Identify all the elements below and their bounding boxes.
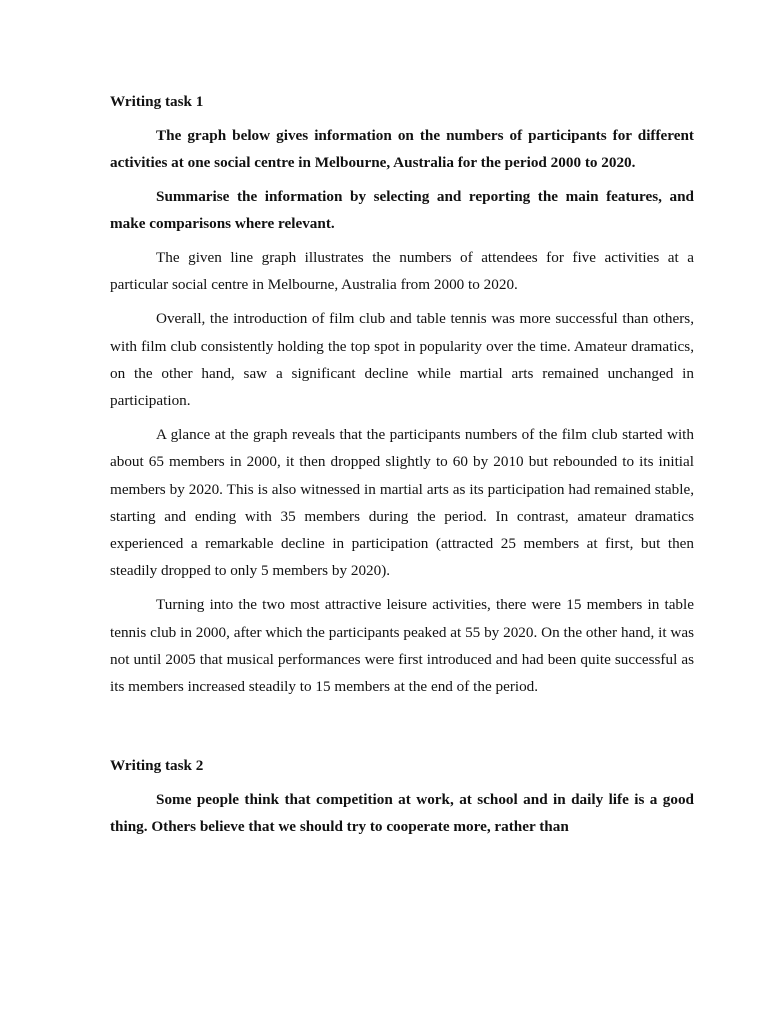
task1-paragraph-body-1: A glance at the graph reveals that the participants numbers of the film club started with about 65 members in 2000, it then dropped slightly to 60 by 2010 but rebounded to its initial members by 2020. This is also witnessed in martial arts as its participation had remained stable, starting and ending with 35 members during the period. In contrast, amateur dramatics experienced a remarkable decline in participation (attracted 25 members at first, but then steadily dropped to only 5 members by 2020). bbox=[110, 425, 694, 580]
task2-prompt: Some people think that competition at work, at school and in daily life is a good thing. Others believe that we should try to cooperate more, rather than bbox=[110, 790, 694, 836]
task1-paragraph-overview: Overall, the introduction of film club and table tennis was more successful than others, with film club consistently holding the top spot in popularity over the time. Amateur dramatics, on the other hand, saw a significant decline while martial arts remained unchanged in participation. bbox=[110, 310, 694, 410]
task1-prompt: The graph below gives information on the numbers of participants for different activities at one social centre in Melbourne, Australia for the period 2000 to 2020. bbox=[110, 127, 694, 172]
document-page bbox=[110, 92, 694, 847]
task1-paragraph-intro: The given line graph illustrates the numbers of attendees for five activities at a particular social centre in Melbourne, Australia from 2000 to 2020. bbox=[110, 249, 694, 294]
task1-paragraph-body-2: Turning into the two most attractive leisure activities, there were 15 members in table tennis club in 2000, after which the participants peaked at 55 by 2020. On the other hand, it was not until 2005 that musical performances were first introduced and had been quite successful as its members increased steadily to 15 members at the end of the period. bbox=[110, 596, 694, 696]
section-gap bbox=[110, 707, 694, 756]
task1-instruction: Summarise the information by selecting and reporting the main features, and make comparisons where relevant. bbox=[110, 188, 694, 233]
task1-heading: Writing task 1 bbox=[110, 93, 204, 110]
task2-heading: Writing task 2 bbox=[110, 756, 204, 774]
